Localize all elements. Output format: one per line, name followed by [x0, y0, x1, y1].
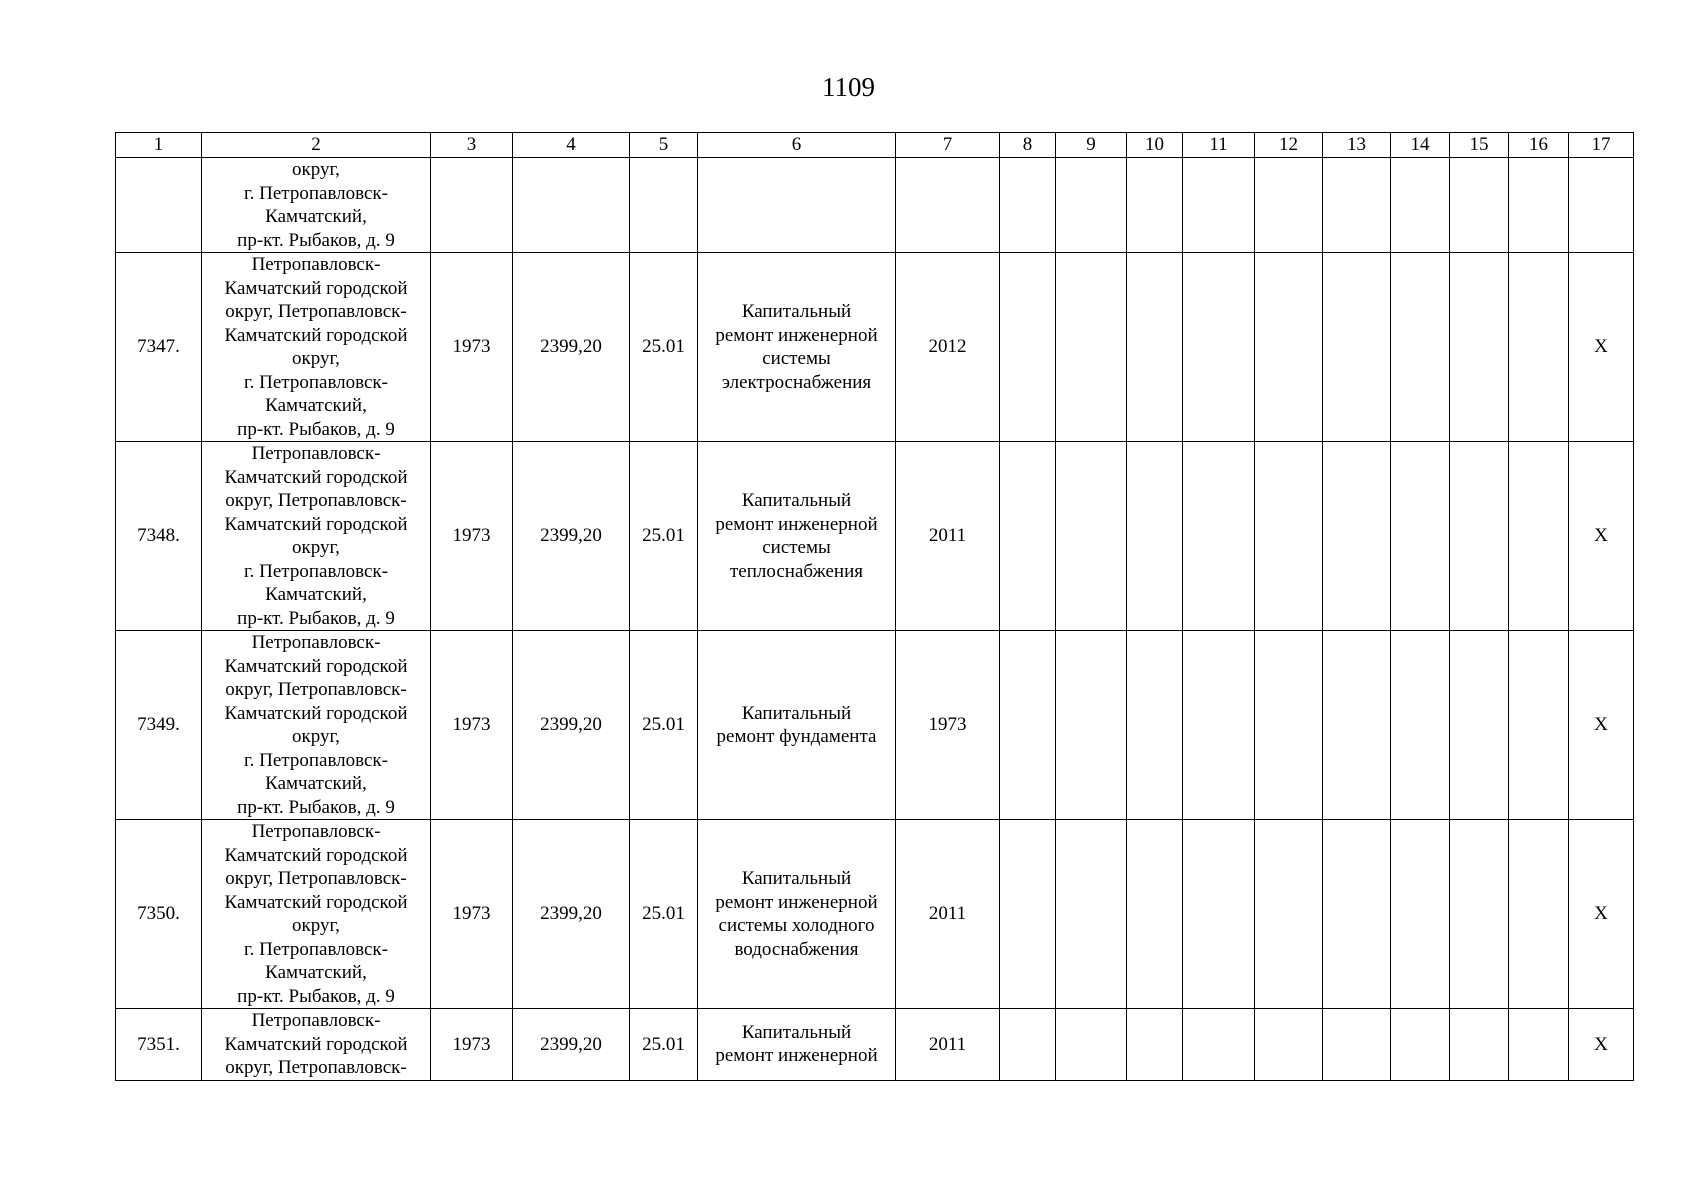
column-header: 13: [1323, 133, 1391, 158]
cell-area: 2399,20: [513, 442, 630, 631]
cell-code: 25.01: [630, 442, 698, 631]
cell-empty: [1183, 1009, 1255, 1081]
cell-empty: [1569, 158, 1634, 253]
cell-empty: [630, 158, 698, 253]
cell-empty: [1509, 158, 1569, 253]
cell-empty: [1127, 442, 1183, 631]
cell-address: Петропавловск- Камчатский городской округ, Петропавловск- Камчатский городской округ, г. Петропавловск- Камчатский, пр-кт. Рыбаков, д. 9: [202, 442, 431, 631]
cell-empty: [1323, 253, 1391, 442]
cell-empty: [1127, 820, 1183, 1009]
table-row: [116, 1009, 1634, 1081]
cell-empty: [1183, 253, 1255, 442]
cell-empty: [1056, 1009, 1127, 1081]
column-header: 7: [896, 133, 1000, 158]
cell-year: 2011: [896, 442, 1000, 631]
cell-address: Петропавловск- Камчатский городской округ, Петропавловск-: [202, 1009, 431, 1081]
cell-mark: X: [1569, 1009, 1634, 1081]
cell-empty: [1127, 158, 1183, 253]
cell-empty: [1183, 631, 1255, 820]
cell-year-built: 1973: [431, 1009, 513, 1081]
cell-mark: X: [1569, 442, 1634, 631]
cell-empty: [1450, 253, 1509, 442]
column-header: 14: [1391, 133, 1450, 158]
column-header: 3: [431, 133, 513, 158]
cell-num: 7349.: [116, 631, 202, 820]
cell-work: Капитальный ремонт инженерной: [698, 1009, 896, 1081]
cell-empty: [1056, 631, 1127, 820]
cell-empty: [1255, 442, 1323, 631]
table-row: [116, 253, 1634, 442]
cell-empty: [1509, 253, 1569, 442]
table-row: [116, 442, 1634, 631]
cell-empty: [698, 158, 896, 253]
cell-empty: [1000, 1009, 1056, 1081]
cell-empty: [1000, 158, 1056, 253]
cell-work: Капитальный ремонт фундамента: [698, 631, 896, 820]
page-number: 1109: [822, 72, 875, 102]
cell-empty: [1391, 253, 1450, 442]
header-row: [116, 133, 1634, 158]
cell-empty: [1000, 253, 1056, 442]
cell-code: 25.01: [630, 631, 698, 820]
column-header: 6: [698, 133, 896, 158]
table-row-continuation: [116, 158, 1634, 253]
cell-empty: [1183, 158, 1255, 253]
cell-num: 7348.: [116, 442, 202, 631]
cell-area: 2399,20: [513, 1009, 630, 1081]
cell-mark: X: [1569, 253, 1634, 442]
cell-empty: [1391, 1009, 1450, 1081]
cell-empty: [1450, 631, 1509, 820]
registry-table: [115, 132, 1634, 1081]
cell-empty: [1127, 253, 1183, 442]
cell-empty: [1000, 631, 1056, 820]
cell-mark: X: [1569, 631, 1634, 820]
cell-empty: [1391, 631, 1450, 820]
cell-area: 2399,20: [513, 631, 630, 820]
cell-year-built: 1973: [431, 253, 513, 442]
table-row: [116, 631, 1634, 820]
cell-empty: [1509, 1009, 1569, 1081]
cell-empty: [1323, 158, 1391, 253]
cell-work: Капитальный ремонт инженерной системы теплоснабжения: [698, 442, 896, 631]
column-header: 8: [1000, 133, 1056, 158]
cell-empty: [1000, 442, 1056, 631]
cell-empty: [1127, 1009, 1183, 1081]
cell-year-built: 1973: [431, 442, 513, 631]
cell-work: Капитальный ремонт инженерной системы холодного водоснабжения: [698, 820, 896, 1009]
cell-empty: [1127, 631, 1183, 820]
cell-empty: [1255, 158, 1323, 253]
cell-empty: [513, 158, 630, 253]
column-header: 17: [1569, 133, 1634, 158]
cell-empty: [1323, 631, 1391, 820]
cell-empty: [1183, 820, 1255, 1009]
cell-num: 7350.: [116, 820, 202, 1009]
cell-empty: [1255, 631, 1323, 820]
cell-empty: [1509, 442, 1569, 631]
cell-empty: [896, 158, 1000, 253]
cell-year: 1973: [896, 631, 1000, 820]
cell-code: 25.01: [630, 1009, 698, 1081]
cell-empty: [1056, 253, 1127, 442]
cell-empty: [431, 158, 513, 253]
cell-address: Петропавловск- Камчатский городской округ, Петропавловск- Камчатский городской округ, г. Петропавловск- Камчатский, пр-кт. Рыбаков, д. 9: [202, 253, 431, 442]
cell-empty: [1450, 158, 1509, 253]
column-header: 10: [1127, 133, 1183, 158]
cell-year-built: 1973: [431, 631, 513, 820]
cell-year: 2011: [896, 820, 1000, 1009]
column-header: 5: [630, 133, 698, 158]
column-header: 1: [116, 133, 202, 158]
cell-address: Петропавловск- Камчатский городской округ, Петропавловск- Камчатский городской округ, г. Петропавловск- Камчатский, пр-кт. Рыбаков, д. 9: [202, 631, 431, 820]
column-header: 11: [1183, 133, 1255, 158]
column-header: 4: [513, 133, 630, 158]
cell-empty: [1450, 820, 1509, 1009]
cell-num: 7351.: [116, 1009, 202, 1081]
table-row: [116, 820, 1634, 1009]
cell-num: 7347.: [116, 253, 202, 442]
cell-empty: [1509, 820, 1569, 1009]
cell-empty: [1323, 442, 1391, 631]
column-header: 15: [1450, 133, 1509, 158]
cell-empty: [1509, 631, 1569, 820]
column-header: 12: [1255, 133, 1323, 158]
cell-mark: X: [1569, 820, 1634, 1009]
cell-code: 25.01: [630, 820, 698, 1009]
cell-empty: [1056, 158, 1127, 253]
cell-empty: [1183, 442, 1255, 631]
cell-empty: [1450, 442, 1509, 631]
cell-empty: [1056, 442, 1127, 631]
cell-year: 2012: [896, 253, 1000, 442]
cell-empty: [1391, 158, 1450, 253]
cell-area: 2399,20: [513, 820, 630, 1009]
cell-empty: [1323, 1009, 1391, 1081]
column-header: 9: [1056, 133, 1127, 158]
cell-area: 2399,20: [513, 253, 630, 442]
cell-address: округ, г. Петропавловск- Камчатский, пр-кт. Рыбаков, д. 9: [202, 158, 431, 253]
cell-empty: [1255, 253, 1323, 442]
cell-empty: [1450, 1009, 1509, 1081]
column-header: 16: [1509, 133, 1569, 158]
cell-address: Петропавловск- Камчатский городской округ, Петропавловск- Камчатский городской округ, г. Петропавловск- Камчатский, пр-кт. Рыбаков, д. 9: [202, 820, 431, 1009]
cell-empty: [1255, 820, 1323, 1009]
cell-year: 2011: [896, 1009, 1000, 1081]
cell-empty: [1391, 820, 1450, 1009]
cell-empty: [1255, 1009, 1323, 1081]
cell-empty: [1323, 820, 1391, 1009]
cell-num: [116, 158, 202, 253]
cell-work: Капитальный ремонт инженерной системы электроснабжения: [698, 253, 896, 442]
cell-empty: [1391, 442, 1450, 631]
cell-empty: [1000, 820, 1056, 1009]
cell-empty: [1056, 820, 1127, 1009]
column-header: 2: [202, 133, 431, 158]
cell-year-built: 1973: [431, 820, 513, 1009]
cell-code: 25.01: [630, 253, 698, 442]
